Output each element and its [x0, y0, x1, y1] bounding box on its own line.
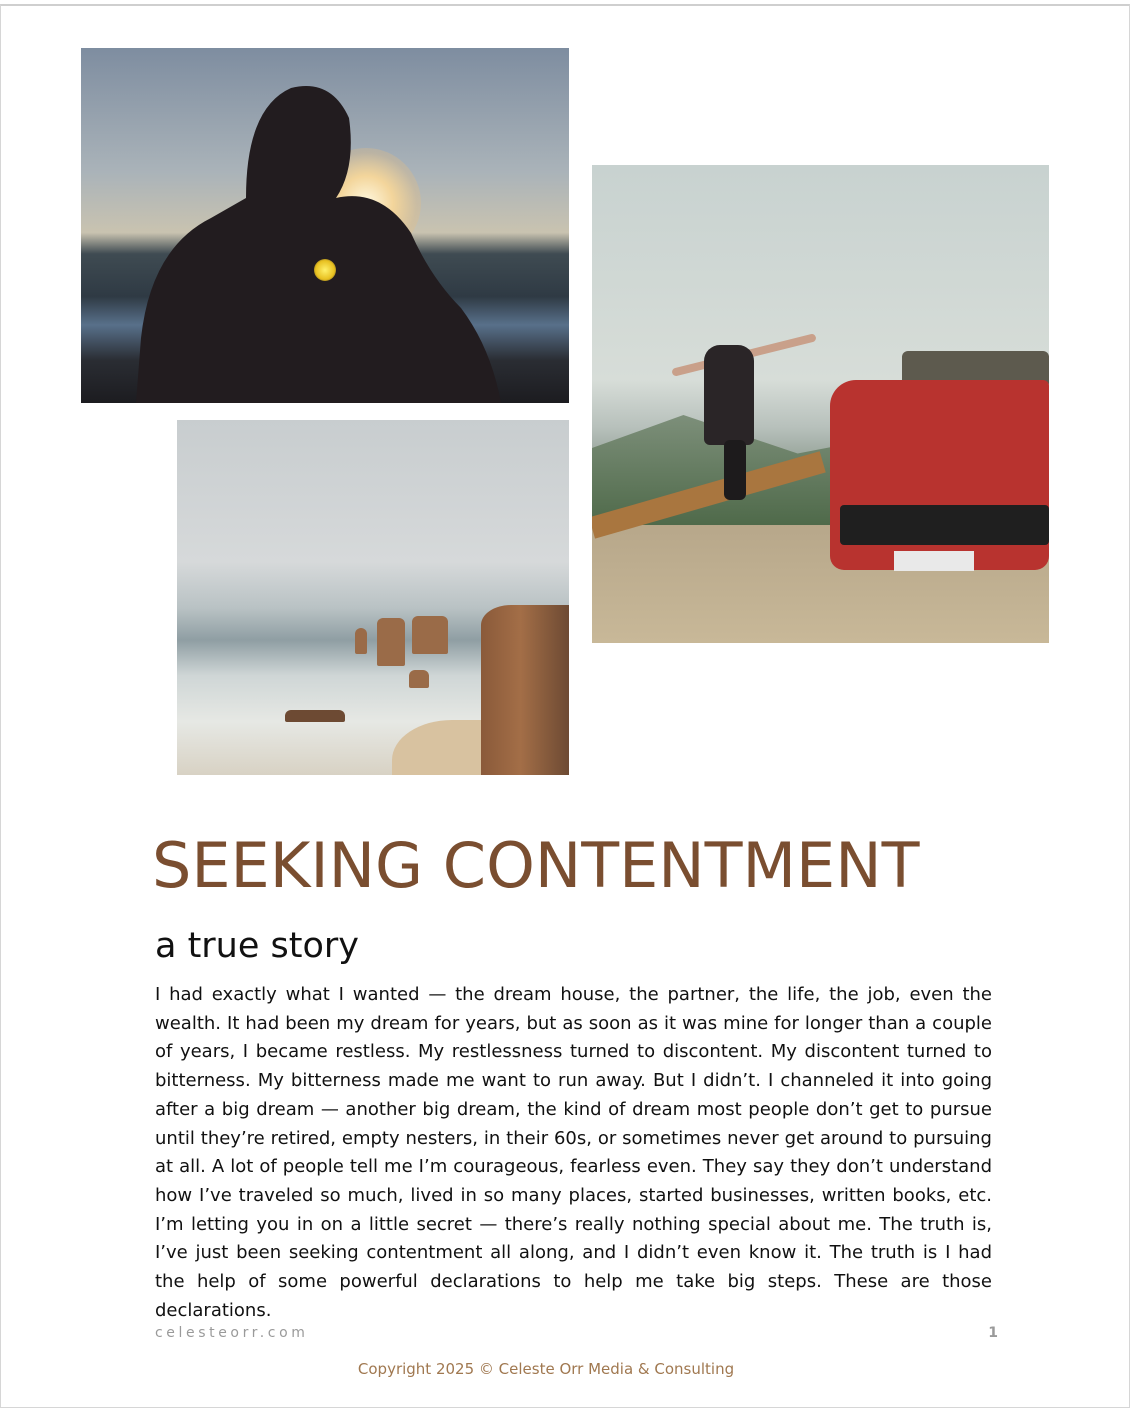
page-subtitle: a true story [155, 926, 360, 966]
copyright-notice: Copyright 2025 © Celeste Orr Media & Consulting [357, 1360, 735, 1378]
person-legs [724, 440, 746, 500]
photo-woman-red-car [592, 165, 1049, 643]
rock-stack [412, 616, 448, 654]
rock-stack [377, 618, 405, 666]
rock-stack [409, 670, 429, 688]
photo-coastline [177, 420, 569, 775]
license-plate [894, 551, 974, 571]
page-title: SEEKING CONTENTMENT [152, 829, 920, 902]
car-grille [840, 505, 1049, 545]
photo-silhouette-sunset [81, 48, 569, 403]
person-silhouette [81, 48, 569, 403]
person [704, 345, 754, 445]
footer-website[interactable]: celesteorr.com [155, 1325, 309, 1341]
body-paragraph: I had exactly what I wanted — the dream house, the partner, the life, the job, even the wealth. It had been my dream for years, but as soon as it was mine for longer than a couple of years, I became restless. My restlessness turned to discontent. My discontent turned to bitterness. My bitterness made me want to run away. But I didn’t. I channeled it into going after a big dream — another big dream, the kind of dream most people don’t get to pursue until they’re retired, empty nesters, in their 60s, or sometimes never get around to pursuing at all. A lot of people tell me I’m courageous, fearless even. They say they don’t understand how I’ve traveled so much, lived in so many places, started businesses, written books, etc. I’m letting you in on a little secret — there’s really nothing special about me. The truth is, I’ve just been seeking contentment all along, and I didn’t even know it. The truth is I had the help of some powerful declarations to help me take big steps. These are those declarations. [155, 984, 992, 1321]
rock-stack [285, 710, 345, 722]
page-number: 1 [988, 1325, 998, 1341]
cliff [481, 605, 569, 775]
rock-stack [355, 628, 367, 654]
lens-flare [314, 259, 336, 281]
